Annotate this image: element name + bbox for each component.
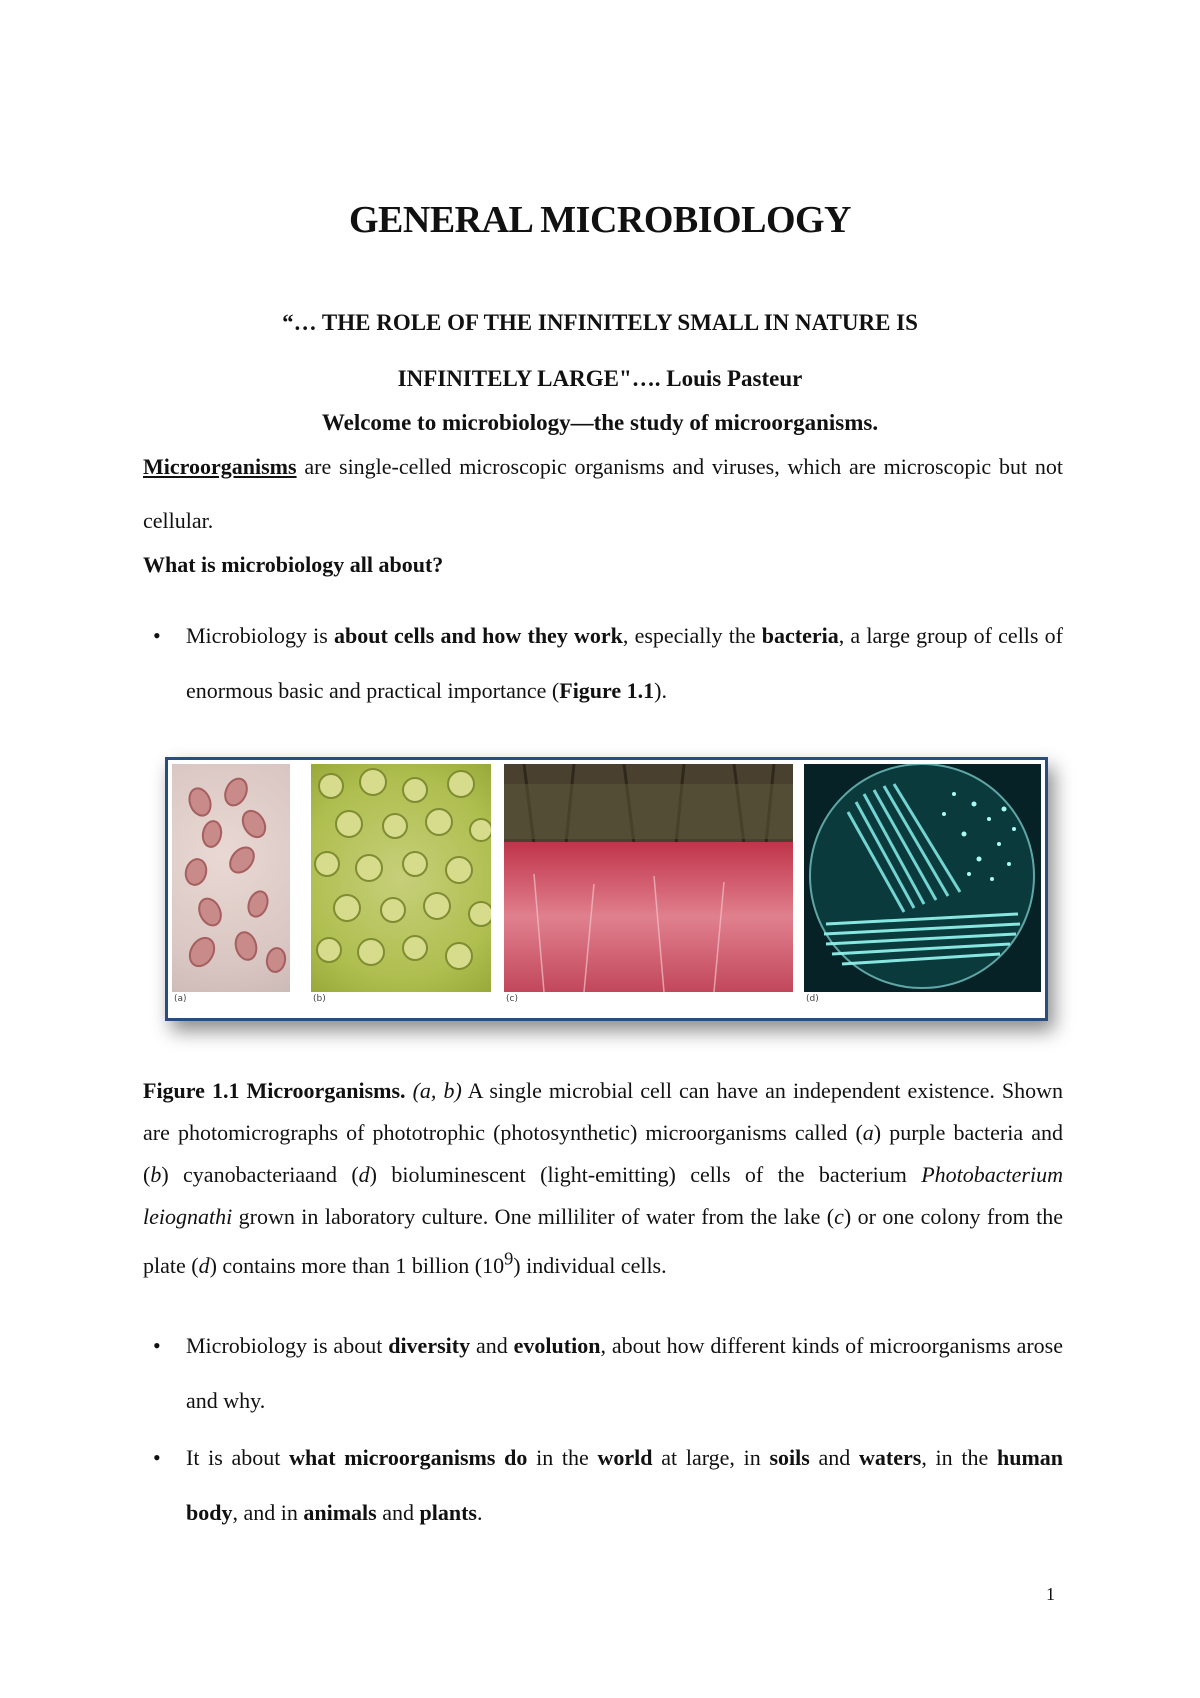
text-run: , about how different kinds of microorganisms arose and why. (186, 1333, 1064, 1413)
text-run: , especially the (622, 623, 762, 648)
text-run: waters (859, 1445, 922, 1470)
text-run: b (150, 1162, 162, 1187)
bullet-marker: • (153, 1333, 161, 1358)
text-run: at large, in (652, 1445, 770, 1470)
pasteur-quote-line-1: “… THE ROLE OF THE INFINITELY SMALL IN NATURE IS (282, 310, 918, 335)
text-run: human body (186, 1445, 1064, 1525)
text-run: ). (654, 678, 667, 703)
text-run: animals (303, 1500, 377, 1525)
figure-caption-label: Figure 1.1 Microorganisms. (143, 1078, 406, 1103)
red-lake-scene (504, 764, 793, 992)
section-question-heading: What is microbiology all about? (143, 552, 444, 577)
text-run: , a large group of cells of enormous basic and practical importance ( (186, 623, 1063, 703)
figure-1-1-image (165, 757, 1048, 1021)
text-run: in the (527, 1445, 598, 1470)
text-run: grown in laboratory culture. One milliliter of water from the lake ( (232, 1204, 835, 1229)
text-run: world (597, 1445, 653, 1470)
bullet-text (186, 1318, 1063, 1428)
text-run: (a, b) (412, 1078, 462, 1103)
text-run: ) bioluminescent (light-emitting) cells of the bacterium (369, 1162, 922, 1187)
text-run: . (476, 1500, 483, 1525)
definition-term: Microorganisms (143, 454, 297, 479)
definition-text: are single-celled microscopic organisms and viruses, which are microscopic but not cellular. (143, 454, 1063, 533)
text-run: a (862, 1120, 874, 1145)
text-run: ) purple bacteria and ( (143, 1120, 1064, 1187)
purple-bacteria-cells (172, 764, 299, 992)
bullet-text (186, 1430, 1063, 1540)
text-run: , and in (232, 1500, 304, 1525)
text-run: d (358, 1162, 370, 1187)
text-run: , in the (921, 1445, 997, 1470)
text-run: A single microbial cell can have an independent existence. Shown are photomicrographs of phototrophic (photosynthetic) microorganisms called ( (143, 1078, 1063, 1145)
text-run: ) individual cells. (513, 1253, 667, 1279)
text-run: plants (419, 1500, 477, 1525)
purple-bacteria-micrograph (172, 764, 299, 992)
page-number: 1 (1046, 1584, 1055, 1604)
figure-caption-body (143, 1078, 1063, 1278)
text-run: ) contains more than 1 billion (10 (209, 1253, 505, 1279)
text-run: evolution (513, 1333, 601, 1358)
bullet-item-cells (143, 608, 1063, 718)
definition-paragraph (143, 440, 1063, 548)
cyanobacteria-micrograph (311, 764, 491, 992)
text-run: Figure 1.1 (559, 678, 655, 703)
panel-label-b: (b) (313, 994, 326, 1004)
petri-dish-plate (804, 764, 1041, 992)
text-run: soils (769, 1445, 810, 1470)
text-run: about cells and how they work (334, 623, 623, 648)
text-run: ) or one colony from the plate ( (143, 1204, 1063, 1279)
bullet-item-diversity (143, 1318, 1063, 1428)
panel-label-a: (a) (174, 994, 187, 1004)
bullet-marker: • (153, 1445, 161, 1470)
pasteur-quote-line-2: INFINITELY LARGE"…. Louis Pasteur (397, 366, 803, 391)
text-run: what microorganisms do (289, 1445, 528, 1470)
text-run: c (834, 1204, 844, 1229)
bullet-text (186, 608, 1063, 718)
red-lake-photo (504, 764, 793, 992)
page-title: GENERAL MICROBIOLOGY (348, 199, 852, 241)
text-run: It is about (186, 1445, 290, 1470)
text-run: bacteria (761, 623, 839, 648)
text-run: Microbiology is about (186, 1333, 389, 1358)
welcome-heading: Welcome to microbiology—the study of microorganisms. (321, 410, 879, 435)
text-run: diversity (388, 1333, 471, 1358)
bioluminescent-plate-photo (804, 764, 1041, 992)
text-run: Photobacterium leiognathi (143, 1162, 1063, 1229)
figure-caption (143, 1070, 1063, 1287)
panel-label-d: (d) (806, 994, 819, 1004)
text-run: and (809, 1445, 860, 1470)
text-run: d (198, 1253, 210, 1279)
text-run: and (470, 1333, 514, 1358)
text-run: ) cyanobacteriaand ( (161, 1162, 359, 1187)
text-run (406, 1078, 413, 1103)
cyanobacteria-cells (311, 764, 491, 992)
panel-label-c: (c) (506, 994, 518, 1004)
bullet-marker: • (153, 623, 161, 648)
bullet-item-world (143, 1430, 1063, 1540)
text-run: 9 (504, 1249, 514, 1269)
text-run: and (376, 1500, 420, 1525)
text-run: Microbiology is (186, 623, 335, 648)
